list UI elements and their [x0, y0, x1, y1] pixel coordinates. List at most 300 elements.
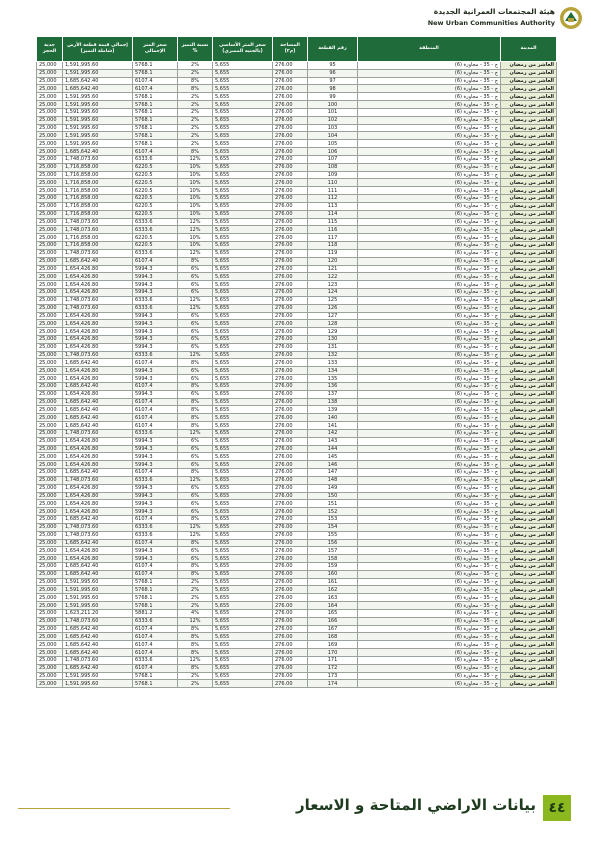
cell-deposit: 25,000: [37, 171, 63, 179]
cell-total-value: 1,685,642.40: [63, 469, 133, 477]
cell-deposit: 25,000: [37, 531, 63, 539]
cell-premium-percent: 6%: [178, 375, 213, 383]
table-row: [37, 85, 557, 93]
cell-total-value: 1,654,426.80: [63, 343, 133, 351]
cell-premium-percent: 6%: [178, 555, 213, 563]
cell-city: العاشر من رمضان: [501, 343, 557, 351]
authority-name-english: New Urban Communities Authority: [427, 19, 555, 27]
table-row: [37, 500, 557, 508]
cell-city: العاشر من رمضان: [501, 249, 557, 257]
cell-total-meter-price: 6220.5: [133, 179, 178, 187]
cell-size: 276.00: [273, 672, 308, 680]
table-row: [37, 398, 557, 406]
cell-base-meter-price: 5,655: [213, 516, 273, 524]
cell-premium-percent: 8%: [178, 77, 213, 85]
cell-base-meter-price: 5,655: [213, 62, 273, 70]
cell-deposit: 25,000: [37, 320, 63, 328]
table-row: [37, 187, 557, 195]
cell-total-meter-price: 5768.1: [133, 578, 178, 586]
cell-area: ج - 35 - مجاورة (6): [358, 320, 501, 328]
cell-total-meter-price: 6333.6: [133, 296, 178, 304]
cell-premium-percent: 12%: [178, 296, 213, 304]
table-row: [37, 108, 557, 116]
cell-plot-number: 105: [308, 140, 358, 148]
cell-area: ج - 35 - مجاورة (6): [358, 101, 501, 109]
cell-city: العاشر من رمضان: [501, 602, 557, 610]
cell-area: ج - 35 - مجاورة (6): [358, 437, 501, 445]
cell-base-meter-price: 5,655: [213, 414, 273, 422]
cell-city: العاشر من رمضان: [501, 257, 557, 265]
cell-plot-number: 126: [308, 304, 358, 312]
cell-size: 276.00: [273, 555, 308, 563]
cell-deposit: 25,000: [37, 594, 63, 602]
cell-deposit: 25,000: [37, 398, 63, 406]
cell-deposit: 25,000: [37, 469, 63, 477]
cell-size: 276.00: [273, 382, 308, 390]
cell-size: 276.00: [273, 429, 308, 437]
cell-total-value: 1,748,073.60: [63, 304, 133, 312]
cell-total-value: 1,748,073.60: [63, 656, 133, 664]
cell-plot-number: 125: [308, 296, 358, 304]
cell-size: 276.00: [273, 296, 308, 304]
cell-total-meter-price: 5881.2: [133, 609, 178, 617]
table-row: [37, 594, 557, 602]
cell-total-meter-price: 5994.3: [133, 492, 178, 500]
cell-total-meter-price: 5994.3: [133, 328, 178, 336]
cell-city: العاشر من رمضان: [501, 445, 557, 453]
cell-deposit: 25,000: [37, 508, 63, 516]
cell-base-meter-price: 5,655: [213, 116, 273, 124]
cell-total-value: 1,654,426.80: [63, 375, 133, 383]
cell-premium-percent: 2%: [178, 602, 213, 610]
cell-size: 276.00: [273, 226, 308, 234]
cell-total-meter-price: 6107.4: [133, 625, 178, 633]
cell-base-meter-price: 5,655: [213, 422, 273, 430]
cell-premium-percent: 6%: [178, 281, 213, 289]
cell-area: ج - 35 - مجاورة (6): [358, 609, 501, 617]
cell-total-value: 1,716,858.00: [63, 187, 133, 195]
cell-premium-percent: 6%: [178, 492, 213, 500]
nuca-emblem-icon: [559, 6, 583, 30]
cell-total-meter-price: 6107.4: [133, 406, 178, 414]
cell-city: العاشر من رمضان: [501, 265, 557, 273]
cell-deposit: 25,000: [37, 343, 63, 351]
cell-total-value: 1,591,995.60: [63, 594, 133, 602]
cell-plot-number: 116: [308, 226, 358, 234]
cell-base-meter-price: 5,655: [213, 265, 273, 273]
land-prices-table: [36, 36, 557, 688]
cell-deposit: 25,000: [37, 429, 63, 437]
cell-total-value: 1,748,073.60: [63, 617, 133, 625]
cell-plot-number: 160: [308, 570, 358, 578]
cell-area: ج - 35 - مجاورة (6): [358, 547, 501, 555]
table-row: [37, 124, 557, 132]
cell-base-meter-price: 5,655: [213, 523, 273, 531]
cell-city: العاشر من رمضان: [501, 680, 557, 688]
table-row: [37, 273, 557, 281]
cell-deposit: 25,000: [37, 570, 63, 578]
cell-total-value: 1,685,642.40: [63, 664, 133, 672]
column-header-size: المساحة (م٢): [273, 37, 308, 62]
cell-total-meter-price: 5994.3: [133, 320, 178, 328]
cell-plot-number: 166: [308, 617, 358, 625]
cell-plot-number: 102: [308, 116, 358, 124]
cell-premium-percent: 2%: [178, 93, 213, 101]
cell-deposit: 25,000: [37, 312, 63, 320]
cell-deposit: 25,000: [37, 116, 63, 124]
cell-deposit: 25,000: [37, 367, 63, 375]
cell-city: العاشر من رمضان: [501, 641, 557, 649]
cell-area: ج - 35 - مجاورة (6): [358, 234, 501, 242]
cell-base-meter-price: 5,655: [213, 281, 273, 289]
cell-plot-number: 106: [308, 148, 358, 156]
cell-plot-number: 145: [308, 453, 358, 461]
cell-total-meter-price: 6107.4: [133, 382, 178, 390]
table-row: [37, 547, 557, 555]
cell-premium-percent: 2%: [178, 69, 213, 77]
cell-size: 276.00: [273, 523, 308, 531]
table-row: [37, 578, 557, 586]
cell-deposit: 25,000: [37, 155, 63, 163]
cell-size: 276.00: [273, 492, 308, 500]
cell-plot-number: 123: [308, 281, 358, 289]
cell-area: ج - 35 - مجاورة (6): [358, 492, 501, 500]
cell-deposit: 25,000: [37, 163, 63, 171]
cell-premium-percent: 12%: [178, 249, 213, 257]
cell-total-meter-price: 5994.3: [133, 547, 178, 555]
cell-city: العاشر من رمضان: [501, 132, 557, 140]
cell-city: العاشر من رمضان: [501, 547, 557, 555]
cell-size: 276.00: [273, 539, 308, 547]
cell-city: العاشر من رمضان: [501, 85, 557, 93]
cell-plot-number: 129: [308, 328, 358, 336]
cell-deposit: 25,000: [37, 586, 63, 594]
table-row: [37, 304, 557, 312]
cell-area: ج - 35 - مجاورة (6): [358, 62, 501, 70]
cell-base-meter-price: 5,655: [213, 320, 273, 328]
table-row: [37, 171, 557, 179]
cell-plot-number: 165: [308, 609, 358, 617]
table-row: [37, 249, 557, 257]
cell-base-meter-price: 5,655: [213, 382, 273, 390]
cell-plot-number: 133: [308, 359, 358, 367]
table-row: [37, 649, 557, 657]
cell-base-meter-price: 5,655: [213, 304, 273, 312]
cell-city: العاشر من رمضان: [501, 171, 557, 179]
cell-deposit: 25,000: [37, 195, 63, 203]
cell-total-value: 1,685,642.40: [63, 625, 133, 633]
cell-base-meter-price: 5,655: [213, 508, 273, 516]
cell-city: العاشر من رمضان: [501, 469, 557, 477]
cell-base-meter-price: 5,655: [213, 273, 273, 281]
cell-size: 276.00: [273, 649, 308, 657]
cell-total-value: 1,685,642.40: [63, 85, 133, 93]
cell-area: ج - 35 - مجاورة (6): [358, 210, 501, 218]
cell-total-value: 1,654,426.80: [63, 555, 133, 563]
cell-city: العاشر من رمضان: [501, 187, 557, 195]
cell-city: العاشر من رمضان: [501, 140, 557, 148]
cell-area: ج - 35 - مجاورة (6): [358, 273, 501, 281]
table-row: [37, 343, 557, 351]
cell-premium-percent: 12%: [178, 351, 213, 359]
cell-base-meter-price: 5,655: [213, 242, 273, 250]
cell-total-meter-price: 6107.4: [133, 516, 178, 524]
cell-plot-number: 131: [308, 343, 358, 351]
cell-total-value: 1,591,995.60: [63, 93, 133, 101]
cell-base-meter-price: 5,655: [213, 210, 273, 218]
cell-city: العاشر من رمضان: [501, 594, 557, 602]
cell-deposit: 25,000: [37, 93, 63, 101]
cell-size: 276.00: [273, 422, 308, 430]
table-row: [37, 625, 557, 633]
cell-city: العاشر من رمضان: [501, 328, 557, 336]
table-row: [37, 155, 557, 163]
cell-area: ج - 35 - مجاورة (6): [358, 617, 501, 625]
cell-deposit: 25,000: [37, 124, 63, 132]
cell-city: العاشر من رمضان: [501, 531, 557, 539]
cell-total-value: 1,716,858.00: [63, 210, 133, 218]
cell-plot-number: 143: [308, 437, 358, 445]
cell-base-meter-price: 5,655: [213, 602, 273, 610]
cell-plot-number: 168: [308, 633, 358, 641]
cell-total-value: 1,748,073.60: [63, 523, 133, 531]
cell-area: ج - 35 - مجاورة (6): [358, 500, 501, 508]
cell-total-meter-price: 6107.4: [133, 148, 178, 156]
cell-premium-percent: 2%: [178, 62, 213, 70]
cell-size: 276.00: [273, 570, 308, 578]
cell-plot-number: 148: [308, 476, 358, 484]
cell-total-meter-price: 6107.4: [133, 85, 178, 93]
cell-size: 276.00: [273, 586, 308, 594]
cell-premium-percent: 2%: [178, 116, 213, 124]
cell-total-meter-price: 6220.5: [133, 234, 178, 242]
cell-size: 276.00: [273, 445, 308, 453]
table-row: [37, 335, 557, 343]
cell-base-meter-price: 5,655: [213, 140, 273, 148]
table-row: [37, 210, 557, 218]
cell-total-value: 1,654,426.80: [63, 445, 133, 453]
cell-deposit: 25,000: [37, 445, 63, 453]
table-row: [37, 414, 557, 422]
cell-area: ج - 35 - مجاورة (6): [358, 578, 501, 586]
cell-base-meter-price: 5,655: [213, 500, 273, 508]
cell-plot-number: 174: [308, 680, 358, 688]
cell-size: 276.00: [273, 124, 308, 132]
cell-size: 276.00: [273, 85, 308, 93]
cell-city: العاشر من رمضان: [501, 476, 557, 484]
cell-deposit: 25,000: [37, 414, 63, 422]
cell-area: ج - 35 - مجاورة (6): [358, 148, 501, 156]
cell-premium-percent: 2%: [178, 680, 213, 688]
cell-deposit: 25,000: [37, 351, 63, 359]
cell-area: ج - 35 - مجاورة (6): [358, 625, 501, 633]
cell-total-meter-price: 6333.6: [133, 617, 178, 625]
cell-premium-percent: 12%: [178, 429, 213, 437]
table-row: [37, 461, 557, 469]
cell-base-meter-price: 5,655: [213, 594, 273, 602]
cell-total-meter-price: 6220.5: [133, 202, 178, 210]
table-row: [37, 602, 557, 610]
cell-city: العاشر من رمضان: [501, 375, 557, 383]
cell-area: ج - 35 - مجاورة (6): [358, 242, 501, 250]
cell-area: ج - 35 - مجاورة (6): [358, 469, 501, 477]
cell-total-value: 1,748,073.60: [63, 218, 133, 226]
cell-base-meter-price: 5,655: [213, 531, 273, 539]
cell-city: العاشر من رمضان: [501, 523, 557, 531]
cell-total-meter-price: 5994.3: [133, 367, 178, 375]
cell-area: ج - 35 - مجاورة (6): [358, 390, 501, 398]
cell-deposit: 25,000: [37, 641, 63, 649]
authority-logo: [413, 6, 583, 32]
cell-deposit: 25,000: [37, 382, 63, 390]
cell-total-meter-price: 6333.6: [133, 429, 178, 437]
table-row: [37, 563, 557, 571]
cell-total-meter-price: 5768.1: [133, 602, 178, 610]
footer-title: بيانات الاراضي المتاحة و الاسعار: [230, 796, 542, 814]
cell-base-meter-price: 5,655: [213, 101, 273, 109]
cell-area: ج - 35 - مجاورة (6): [358, 202, 501, 210]
table-row: [37, 453, 557, 461]
page-number-badge: ٤٤: [543, 795, 571, 821]
cell-premium-percent: 12%: [178, 523, 213, 531]
cell-premium-percent: 2%: [178, 578, 213, 586]
cell-plot-number: 139: [308, 406, 358, 414]
cell-size: 276.00: [273, 375, 308, 383]
cell-city: العاشر من رمضان: [501, 484, 557, 492]
cell-premium-percent: 2%: [178, 101, 213, 109]
cell-city: العاشر من رمضان: [501, 516, 557, 524]
cell-city: العاشر من رمضان: [501, 664, 557, 672]
cell-premium-percent: 10%: [178, 187, 213, 195]
cell-city: العاشر من رمضان: [501, 218, 557, 226]
table-row: [37, 375, 557, 383]
cell-size: 276.00: [273, 187, 308, 195]
cell-total-meter-price: 5768.1: [133, 101, 178, 109]
cell-plot-number: 170: [308, 649, 358, 657]
table-row: [37, 195, 557, 203]
cell-premium-percent: 8%: [178, 422, 213, 430]
cell-city: العاشر من رمضان: [501, 563, 557, 571]
cell-area: ج - 35 - مجاورة (6): [358, 335, 501, 343]
cell-total-value: 1,685,642.40: [63, 382, 133, 390]
table-row: [37, 62, 557, 70]
cell-total-value: 1,685,642.40: [63, 359, 133, 367]
cell-city: العاشر من رمضان: [501, 609, 557, 617]
cell-premium-percent: 12%: [178, 476, 213, 484]
cell-city: العاشر من رمضان: [501, 273, 557, 281]
cell-plot-number: 132: [308, 351, 358, 359]
cell-total-value: 1,591,995.60: [63, 586, 133, 594]
cell-base-meter-price: 5,655: [213, 187, 273, 195]
cell-total-value: 1,654,426.80: [63, 390, 133, 398]
table-row: [37, 69, 557, 77]
cell-total-meter-price: 5768.1: [133, 93, 178, 101]
cell-deposit: 25,000: [37, 664, 63, 672]
cell-base-meter-price: 5,655: [213, 484, 273, 492]
cell-base-meter-price: 5,655: [213, 234, 273, 242]
cell-city: العاشر من رمضان: [501, 633, 557, 641]
cell-city: العاشر من رمضان: [501, 195, 557, 203]
cell-total-meter-price: 6333.6: [133, 249, 178, 257]
cell-size: 276.00: [273, 265, 308, 273]
cell-total-value: 1,654,426.80: [63, 437, 133, 445]
cell-premium-percent: 10%: [178, 234, 213, 242]
cell-base-meter-price: 5,655: [213, 296, 273, 304]
cell-deposit: 25,000: [37, 69, 63, 77]
cell-premium-percent: 10%: [178, 179, 213, 187]
cell-total-value: 1,591,995.60: [63, 124, 133, 132]
cell-base-meter-price: 5,655: [213, 390, 273, 398]
cell-total-value: 1,654,426.80: [63, 328, 133, 336]
cell-premium-percent: 10%: [178, 195, 213, 203]
cell-base-meter-price: 5,655: [213, 343, 273, 351]
cell-premium-percent: 8%: [178, 469, 213, 477]
cell-deposit: 25,000: [37, 210, 63, 218]
cell-total-meter-price: 6220.5: [133, 163, 178, 171]
cell-plot-number: 110: [308, 179, 358, 187]
table-row: [37, 328, 557, 336]
cell-city: العاشر من رمضان: [501, 390, 557, 398]
cell-area: ج - 35 - مجاورة (6): [358, 523, 501, 531]
table-row: [37, 140, 557, 148]
cell-size: 276.00: [273, 93, 308, 101]
cell-total-value: 1,685,642.40: [63, 633, 133, 641]
cell-total-meter-price: 5768.1: [133, 132, 178, 140]
cell-city: العاشر من رمضان: [501, 69, 557, 77]
cell-deposit: 25,000: [37, 680, 63, 688]
cell-deposit: 25,000: [37, 563, 63, 571]
cell-total-meter-price: 6220.5: [133, 195, 178, 203]
cell-deposit: 25,000: [37, 633, 63, 641]
table-row: [37, 390, 557, 398]
cell-base-meter-price: 5,655: [213, 202, 273, 210]
cell-total-value: 1,591,995.60: [63, 672, 133, 680]
cell-total-value: 1,654,426.80: [63, 281, 133, 289]
cell-area: ج - 35 - مجاورة (6): [358, 249, 501, 257]
cell-area: ج - 35 - مجاورة (6): [358, 359, 501, 367]
cell-area: ج - 35 - مجاورة (6): [358, 680, 501, 688]
cell-city: العاشر من رمضان: [501, 202, 557, 210]
cell-plot-number: 167: [308, 625, 358, 633]
cell-plot-number: 115: [308, 218, 358, 226]
cell-premium-percent: 8%: [178, 414, 213, 422]
cell-deposit: 25,000: [37, 202, 63, 210]
cell-city: العاشر من رمضان: [501, 649, 557, 657]
cell-area: ج - 35 - مجاورة (6): [358, 586, 501, 594]
table-row: [37, 445, 557, 453]
cell-total-value: 1,654,426.80: [63, 335, 133, 343]
cell-size: 276.00: [273, 508, 308, 516]
cell-plot-number: 121: [308, 265, 358, 273]
cell-size: 276.00: [273, 304, 308, 312]
cell-size: 276.00: [273, 359, 308, 367]
cell-base-meter-price: 5,655: [213, 563, 273, 571]
cell-premium-percent: 12%: [178, 531, 213, 539]
cell-city: العاشر من رمضان: [501, 101, 557, 109]
cell-plot-number: 152: [308, 508, 358, 516]
cell-total-meter-price: 5994.3: [133, 500, 178, 508]
cell-base-meter-price: 5,655: [213, 586, 273, 594]
cell-plot-number: 101: [308, 108, 358, 116]
cell-premium-percent: 12%: [178, 304, 213, 312]
cell-city: العاشر من رمضان: [501, 62, 557, 70]
cell-premium-percent: 10%: [178, 210, 213, 218]
table-row: [37, 656, 557, 664]
cell-area: ج - 35 - مجاورة (6): [358, 187, 501, 195]
cell-total-meter-price: 5768.1: [133, 116, 178, 124]
cell-premium-percent: 12%: [178, 617, 213, 625]
cell-plot-number: 164: [308, 602, 358, 610]
